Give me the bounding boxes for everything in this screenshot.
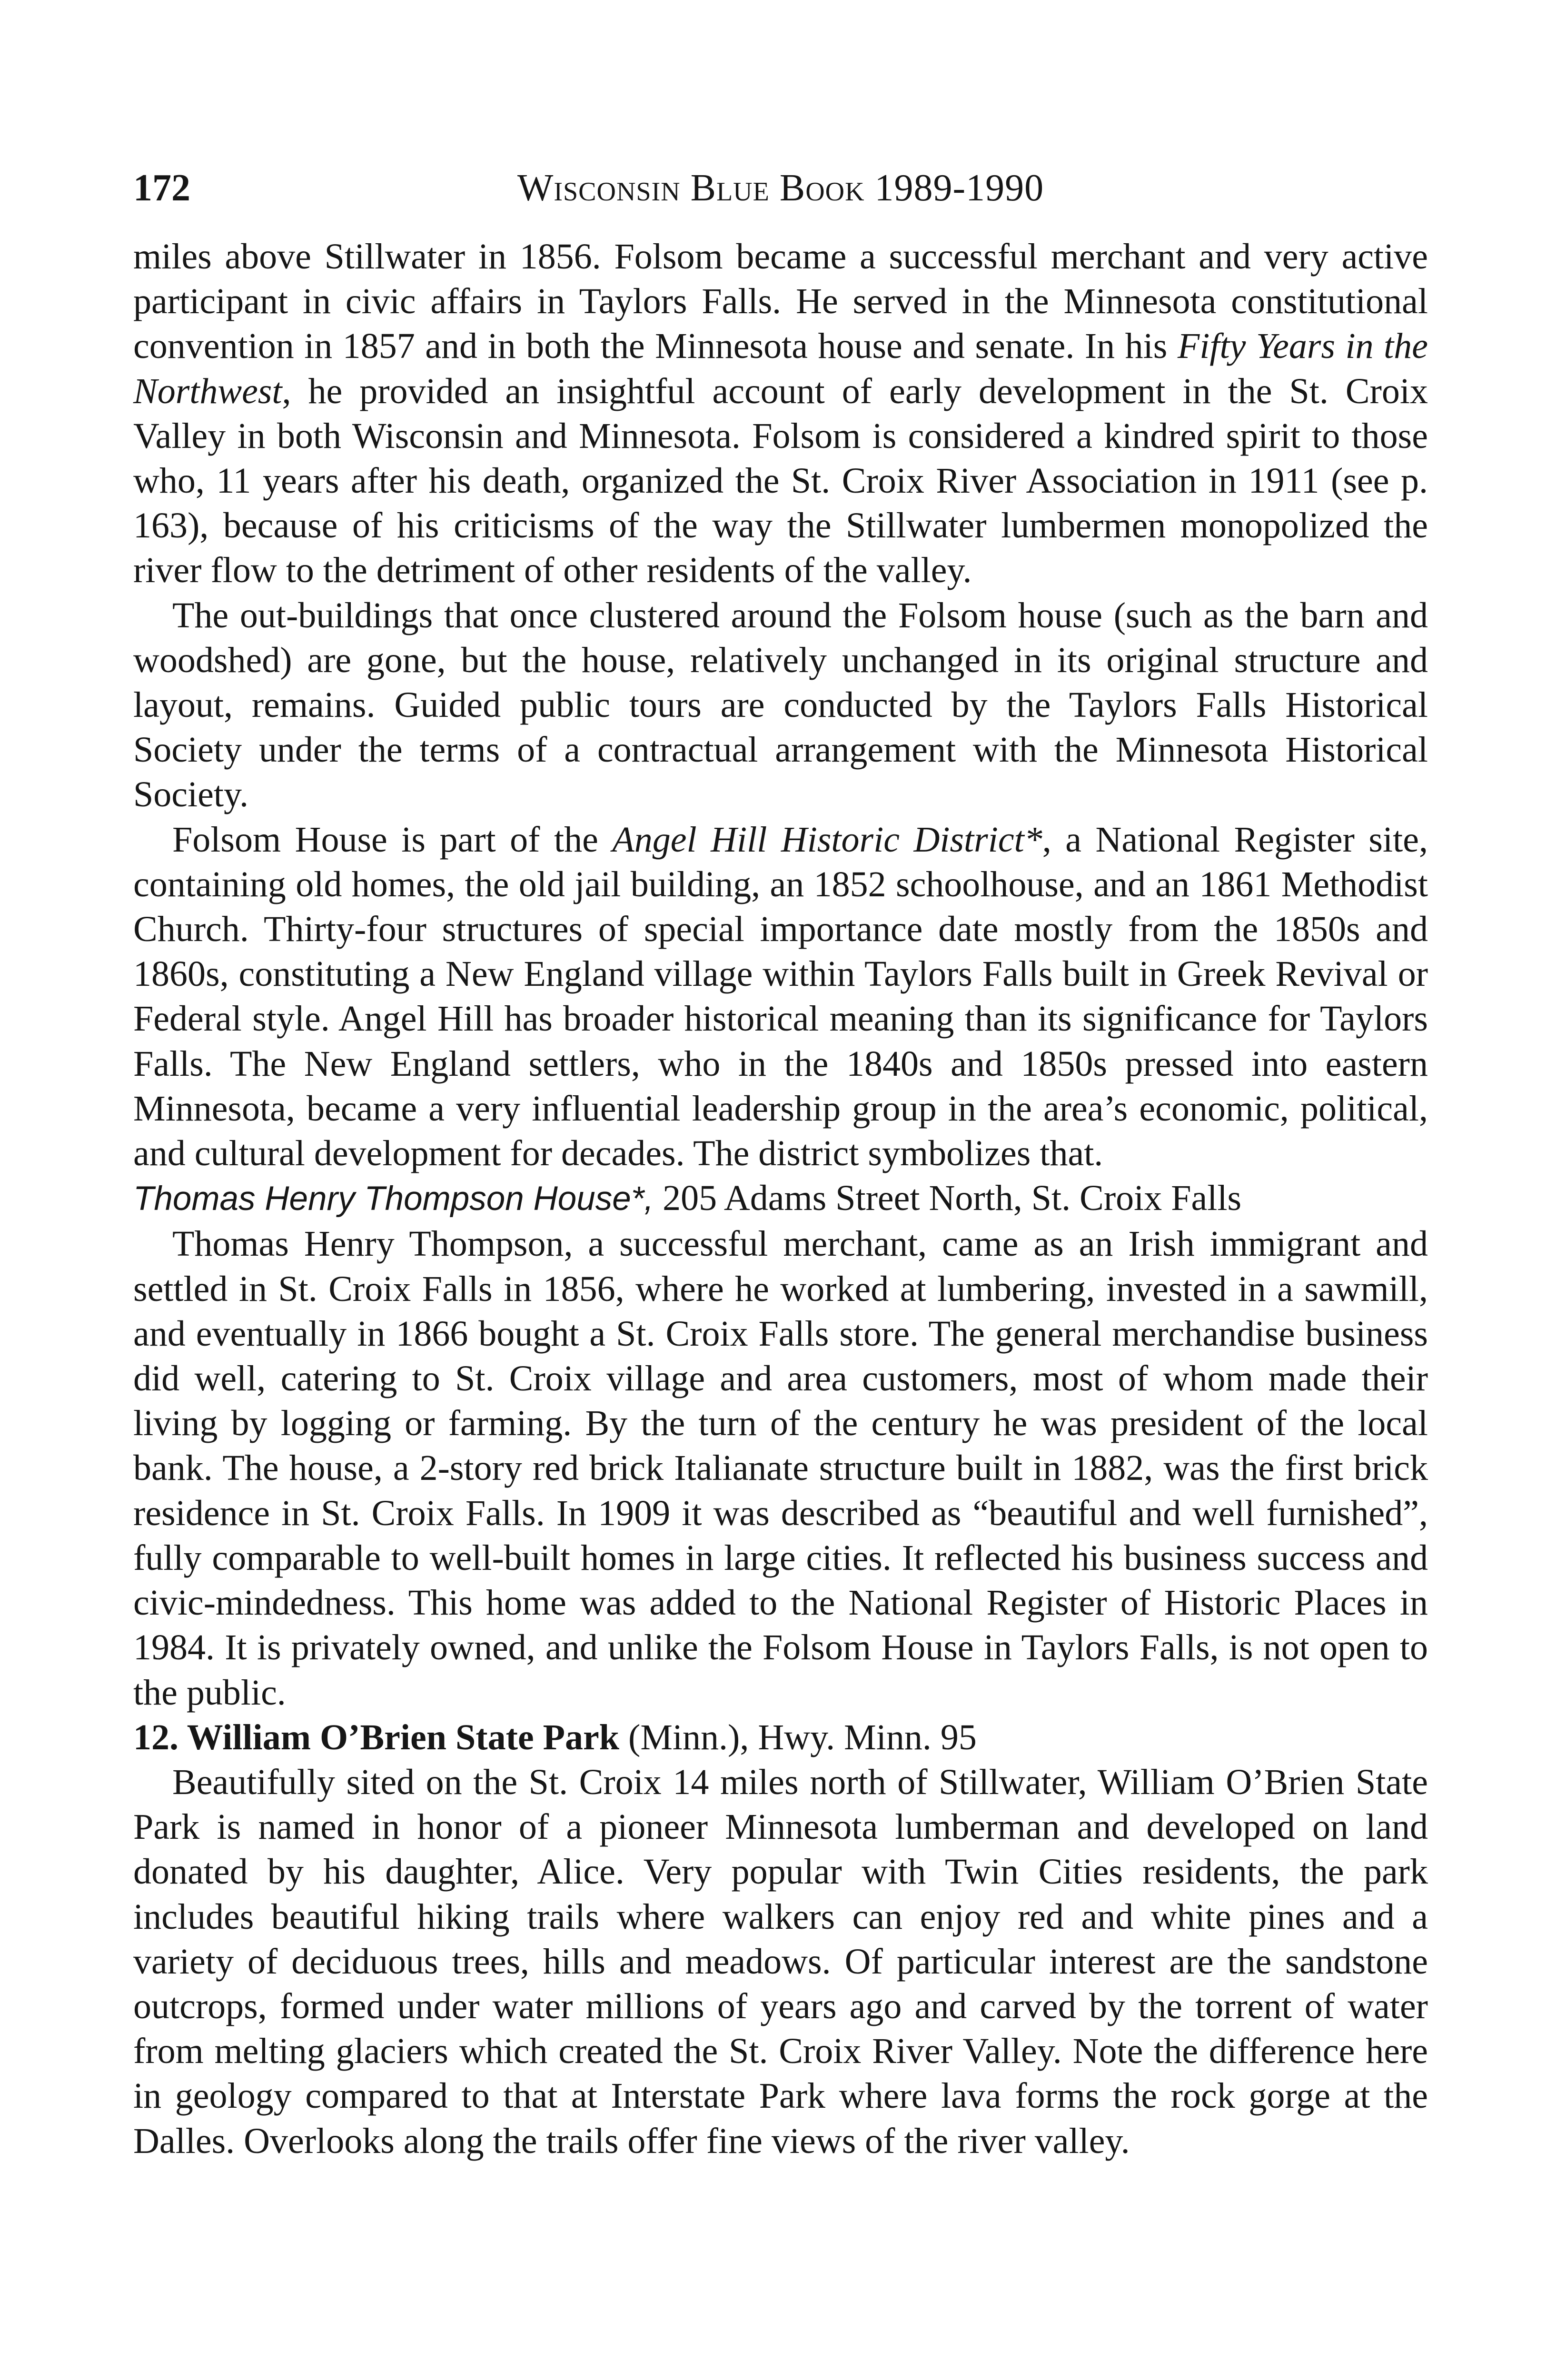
page-number: 172 xyxy=(133,167,190,209)
folsom-text-part-a: miles above Stillwater in 1856. Folsom became a successful merchant and very active participant in civic affairs in Taylors Falls. He served in the Minnesota constitutional convention in 1857 and in both the Minnesota house and senate. In his xyxy=(133,237,1428,367)
body-text xyxy=(133,234,1428,2163)
book-page xyxy=(133,162,1428,2163)
book-title: Wisconsin Blue Book 1989-1990 xyxy=(517,167,1044,209)
obrien-park-heading xyxy=(133,1715,1428,1760)
thompson-house-name: Thomas Henry Thompson House*, xyxy=(133,1180,654,1218)
angel-hill-paragraph xyxy=(133,817,1428,1176)
angel-hill-text-part-b: , a National Register site, containing old homes, the old jail building, an 1852 schoolhouse, and an 1861 Methodist Church. Thirty-four structures of special importance date mostly from the 1850s and 1860s, constituting a New England village within Taylors Falls built in Greek Revival or Federal style. Angel Hill has broader historical meaning than its significance for Taylors Falls. The New England settlers, who in the 1840s and 1850s pressed into eastern Minnesota, became a very influential leadership group in the area’s economic, political, and cultural development for decades. The district symbolizes that. xyxy=(133,819,1428,1174)
angel-hill-text-part-a: Folsom House is part of the xyxy=(172,819,613,860)
obrien-park-location: (Minn.), Hwy. Minn. 95 xyxy=(619,1717,977,1757)
folsom-paragraph-continued xyxy=(133,234,1428,593)
obrien-park-name: 12. William O’Brien State Park xyxy=(133,1717,620,1757)
running-head xyxy=(133,162,1428,214)
book-title-fifty-years: Fifty Years in the Northwest xyxy=(133,326,1428,411)
thompson-house-address: 205 Adams Street North, St. Croix Falls xyxy=(654,1178,1242,1219)
thompson-house-paragraph: Thomas Henry Thompson, a successful merchant, came as an Irish immigrant and settled in St. Croix Falls in 1856, where he worked at lumbering, invested in a sawmill, and eventually in 1866 bought a St. Croix Falls store. The general merchandise business did well, catering to St. Croix village and area customers, most of whom made their living by logging or farming. By the turn of the century he was president of the local bank. The house, a 2-story red brick Italianate structure built in 1882, was the first brick residence in St. Croix Falls. In 1909 it was described as “beautiful and well furnished”, fully comparable to well-built homes in large cities. It reflected his business success and civic-mindedness. This home was added to the National Register of Historic Places in 1984. It is privately owned, and unlike the Folsom House in Taylors Falls, is not open to the public. xyxy=(133,1224,1428,1713)
folsom-outbuildings-paragraph: The out-buildings that once clustered around the Folsom house (such as the barn and woodshed) are gone, but the house, relatively unchanged in its original structure and layout, remains. Guided public tours are conducted by the Taylors Falls Historical Society under the terms of a contractual arrangement with the Minnesota Historical Society. xyxy=(133,595,1428,815)
angel-hill-district-name: Angel Hill Historic District* xyxy=(612,819,1042,860)
thompson-house-heading xyxy=(133,1176,1428,1221)
obrien-park-paragraph: Beautifully sited on the St. Croix 14 miles north of Stillwater, William O’Brien State Park is named in honor of a pioneer Minnesota lumberman and developed on land donated by his daughter, Alice. Very popular with Twin Cities residents, the park includes beautiful hiking trails where walkers can enjoy red and white pines and a variety of deciduous trees, hills and meadows. Of particular interest are the sandstone outcrops, formed under water millions of years ago and carved by the torrent of water from melting glaciers which created the St. Croix River Valley. Note the difference here in geology compared to that at Interstate Park where lava forms the rock gorge at the Dalles. Overlooks along the trails offer fine views of the river valley. xyxy=(133,1762,1428,2161)
folsom-text-part-b: , he provided an insightful account of early development in the St. Croix Valley in both Wisconsin and Minnesota. Folsom is considered a kindred spirit to those who, 11 years after his death, organized the St. Croix River Association in 1911 (see p. 163), because of his criticisms of the way the Stillwater lumbermen monopolized the river flow to the detriment of other residents of the valley. xyxy=(133,371,1428,591)
